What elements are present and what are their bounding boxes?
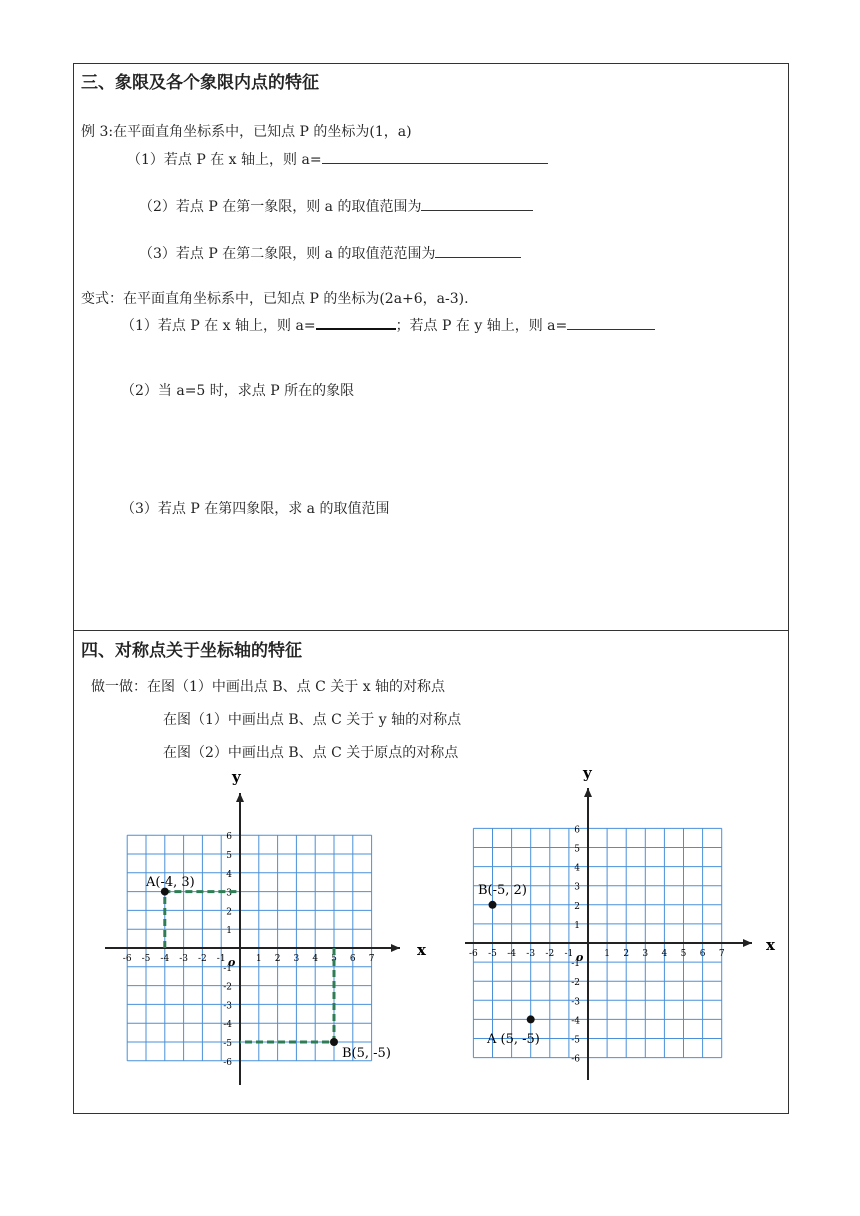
plot-point — [489, 901, 497, 909]
y-tick-label: -3 — [571, 997, 580, 1008]
x-tick-label: -2 — [198, 954, 207, 964]
x-tick-label: 5 — [331, 954, 337, 964]
x-tick-label: -4 — [507, 949, 516, 959]
example3-question3: （3）若点 P 在第二象限，则 a 的取值范范围为 — [139, 243, 521, 263]
x-tick-label: -1 — [564, 949, 574, 959]
y-tick-label: 2 — [226, 907, 232, 918]
x-tick-label: 4 — [312, 954, 319, 964]
y-tick-label: -1 — [571, 959, 580, 970]
variant-question1: （1）若点 P 在 x 轴上，则 a= ；若点 P 在 y 轴上，则 a= — [121, 314, 655, 335]
plot-point — [527, 1015, 535, 1023]
y-tick-label: -4 — [223, 1020, 232, 1031]
x-tick-label: 2 — [623, 949, 630, 959]
x-tick-label: 7 — [368, 954, 375, 964]
task-line-2: 在图（1）中画出点 B、点 C 关于 y 轴的对称点 — [163, 712, 462, 728]
x-tick-label: -5 — [488, 949, 497, 959]
variant-intro: 变式：在平面直角坐标系中，已知点 P 的坐标为(2a+6，a-3). — [81, 291, 469, 307]
x-tick-label: 6 — [699, 949, 706, 959]
y-tick-label: 1 — [574, 920, 580, 931]
x-tick-label: 1 — [255, 954, 262, 964]
x-tick-label: -6 — [469, 949, 478, 959]
y-tick-label: 2 — [574, 901, 580, 912]
y-tick-label: -1 — [223, 963, 232, 974]
y-axis-arrow — [584, 788, 592, 797]
point-label: B(-5, 2) — [478, 883, 527, 898]
y-tick-label: -5 — [571, 1035, 580, 1046]
y-tick-label: -2 — [571, 978, 580, 989]
x-tick-label: 4 — [661, 949, 668, 959]
x-tick-label: -4 — [160, 954, 170, 964]
y-tick-label: 3 — [574, 882, 580, 893]
x-tick-label: -5 — [141, 954, 151, 964]
y-tick-label: -3 — [223, 1001, 232, 1012]
task-line-1: 做一做：在图（1）中画出点 B、点 C 关于 x 轴的对称点 — [91, 679, 446, 695]
y-tick-label: -5 — [223, 1039, 232, 1049]
x-tick-label: 2 — [274, 954, 281, 964]
point-label: A (5, -5) — [487, 1032, 540, 1047]
x-axis-label: x — [766, 936, 775, 954]
section3-heading: 三、象限及各个象限内点的特征 — [81, 73, 319, 93]
y-tick-label: -2 — [223, 982, 232, 993]
y-tick-label: -6 — [571, 1054, 580, 1065]
section4-heading: 四、对称点关于坐标轴的特征 — [81, 641, 302, 661]
x-tick-label: -3 — [526, 949, 536, 959]
y-tick-label: 5 — [574, 844, 580, 855]
y-tick-label: 6 — [574, 825, 580, 836]
y-tick-label: 3 — [226, 888, 232, 899]
variant-question2: （2）当 a=5 时，求点 P 所在的象限 — [121, 383, 355, 399]
variant-question3: （3）若点 P 在第四象限，求 a 的取值范围 — [121, 501, 390, 517]
y-axis-label: y — [232, 768, 241, 786]
x-tick-label: -2 — [545, 949, 555, 959]
y-tick-label: 4 — [226, 869, 232, 880]
x-axis-label: x — [417, 941, 426, 959]
y-tick-label: -6 — [223, 1057, 232, 1068]
x-tick-label: -6 — [122, 954, 132, 964]
example3-question2: （2）若点 P 在第一象限，则 a 的取值范围为 — [139, 196, 533, 216]
x-tick-label: 3 — [293, 954, 300, 964]
y-tick-label: 6 — [226, 832, 232, 843]
x-tick-label: 7 — [718, 949, 725, 959]
y-axis-label: y — [583, 764, 592, 782]
task-line-3: 在图（2）中画出点 B、点 C 关于原点的对称点 — [163, 745, 459, 761]
point-label: A(-4, 3) — [146, 875, 195, 890]
y-tick-label: 1 — [226, 926, 232, 937]
point-label: B(5, -5) — [342, 1046, 391, 1061]
x-tick-label: -3 — [179, 954, 188, 964]
x-tick-label: 6 — [349, 954, 356, 964]
x-tick-label: -1 — [216, 954, 226, 964]
example3-intro: 例 3:在平面直角坐标系中，已知点 P 的坐标为(1，a) — [81, 124, 412, 140]
origin-label: o — [228, 956, 236, 969]
origin-label: o — [576, 951, 584, 964]
x-tick-label: 1 — [604, 949, 610, 959]
x-axis-arrow — [743, 939, 752, 947]
y-tick-label: -4 — [571, 1016, 580, 1027]
x-tick-label: 5 — [680, 949, 687, 959]
y-tick-label: 4 — [574, 863, 580, 874]
example3-question1: （1）若点 P 在 x 轴上，则 a= — [127, 149, 548, 169]
x-tick-label: 3 — [642, 949, 649, 959]
y-tick-label: 5 — [226, 851, 232, 861]
